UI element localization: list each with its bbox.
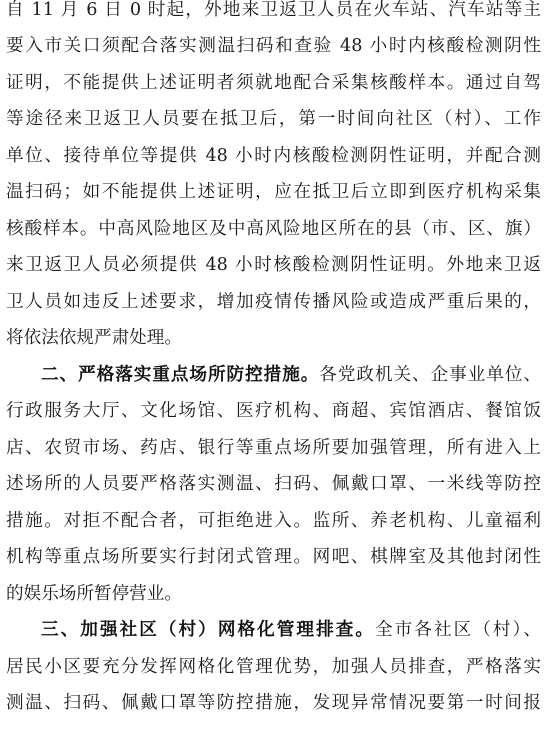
paragraph-1-line-2: 要入市关口须配合落实测温扫码和查验 48 小时内核酸检测阴性 xyxy=(6,36,541,56)
paragraph-1-line-9: 卫人员如违反上述要求，增加疫情传播风险或造成严重后果的， xyxy=(6,292,541,312)
section-2-line-3: 店、农贸市场、药店、银行等重点场所要加强管理，所有进入上 xyxy=(6,438,541,458)
paragraph-1-line-7: 核酸样本。中高风险地区及中高风险地区所在的县（市、区、旗） xyxy=(6,219,541,239)
paragraph-1-line-5: 单位、接待单位等提供 48 小时内核酸检测阴性证明，并配合测 xyxy=(6,146,541,166)
paragraph-1-line-8: 来卫返卫人员必须提供 48 小时核酸检测阴性证明。外地来卫返 xyxy=(6,255,541,275)
section-2-first-line-text: 各党政机关、企事业单位、 xyxy=(319,365,541,385)
section-2-line-5: 措施。对拒不配合者，可拒绝进入。监所、养老机构、儿童福利 xyxy=(6,511,541,531)
paragraph-1-line-1: 自 11 月 6 日 0 时起，外地来卫返卫人员在火车站、汽车站等主 xyxy=(6,0,541,20)
section-2-line-4: 述场所的人员要严格落实测温、扫码、佩戴口罩、一米线等防控 xyxy=(6,474,541,494)
paragraph-1-line-10: 将依法依规严肃处理。 xyxy=(6,328,182,348)
section-3-line-3: 测温、扫码、佩戴口罩等防控措施，发现异常情况要第一时间报 xyxy=(6,693,541,713)
section-2-first-line xyxy=(41,358,541,392)
section-2-line-6: 机构等重点场所要实行封闭式管理。网吧、棋牌室及其他封闭性 xyxy=(6,547,541,567)
section-2-line-2: 行政服务大厅、文化场馆、医疗机构、商超、宾馆酒店、餐馆饭 xyxy=(6,401,541,421)
paragraph-1-line-3: 证明，不能提供上述证明者须就地配合采集核酸样本。通过自驾 xyxy=(6,73,541,93)
section-2-line-7: 的娱乐场所暂停营业。 xyxy=(6,584,182,604)
paragraph-1-line-6: 温扫码；如不能提供上述证明，应在抵卫后立即到医疗机构采集 xyxy=(6,182,541,202)
section-3-heading: 三、加强社区（村）网格化管理排查。 xyxy=(41,620,376,640)
section-3-first-line-text: 全市各社区（村）、 xyxy=(375,620,541,640)
section-3-first-line xyxy=(41,613,541,647)
paragraph-1-line-4: 等途径来卫返卫人员要在抵卫后，第一时间向社区（村）、工作 xyxy=(6,109,541,129)
section-2-heading: 二、严格落实重点场所防控措施。 xyxy=(41,365,320,385)
section-3-line-2: 居民小区要充分发挥网格化管理优势，加强人员排查，严格落实 xyxy=(6,657,541,677)
